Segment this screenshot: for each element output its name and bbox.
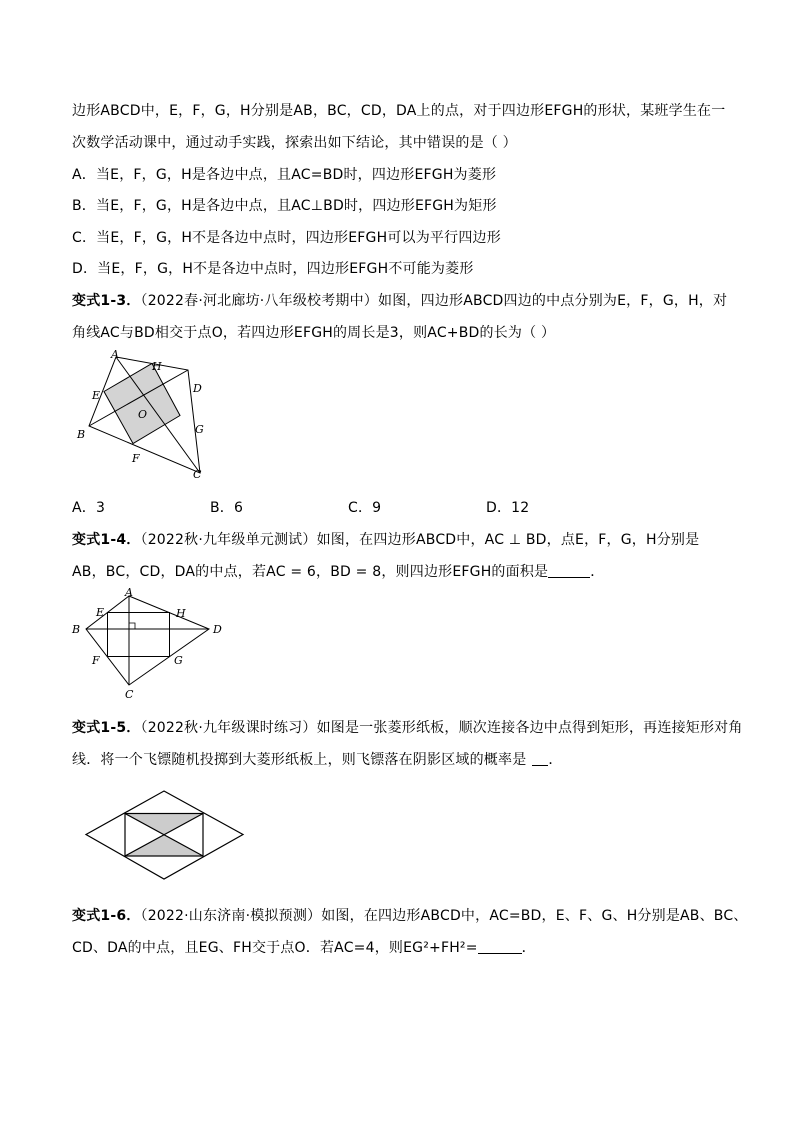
figure-1-5	[78, 786, 250, 886]
label-c: C	[125, 688, 134, 701]
problem-1-3-text-1: （2022春·河北廊坊·八年级校考期中）如图，四边形ABCD四边的中点分别为E，F，G，H，对	[140, 293, 728, 309]
label-a: A	[111, 348, 119, 361]
shaded-triangle-top	[125, 814, 203, 835]
option-b: B．当E，F，G，H是各边中点，且AC⊥BD时，四边形EFGH为矩形	[72, 198, 497, 214]
problem-1-4-line-1	[72, 529, 699, 549]
problem-text-line-2: 次数学活动课中，通过动手实践，探索出如下结论，其中错误的是（ ）	[72, 135, 517, 151]
label-g: G	[195, 423, 204, 436]
problem-1-6-line-2	[72, 937, 536, 957]
problem-1-3-line-1	[72, 290, 727, 310]
option-a: A．当E，F，G，H是各边中点，且AC=BD时，四边形EFGH为菱形	[72, 167, 497, 183]
problem-1-6-tag: 变式1-6．	[72, 908, 141, 924]
problem-1-6-line-1	[72, 905, 748, 925]
problem-1-4-text-1: （2022秋·九年级单元测试）如图，在四边形ABCD中，AC ⊥ BD，点E，F，G，H分别是	[140, 532, 700, 548]
problem-1-4-line-2	[72, 561, 604, 581]
problem-1-5-text-1: （2022秋·九年级课时练习）如图是一张菱形纸板，顺次连接各边中点得到矩形，再连接矩形对角	[140, 720, 743, 736]
problem-1-3-tag: 变式1-3．	[72, 293, 141, 309]
problem-1-6-text-1: （2022·山东济南·模拟预测）如图，在四边形ABCD中，AC=BD，E、F、G、H分别是AB、BC、	[140, 908, 748, 924]
option-d: D．当E，F，G，H不是各边中点时，四边形EFGH不可能为菱形	[72, 261, 474, 277]
answer-blank-1-6[interactable]	[478, 939, 522, 954]
label-e: E	[96, 606, 105, 619]
problem-text-line-1: 边形ABCD中，E，F，G，H分别是AB，BC，CD，DA上的点，对于四边形EFGH的形状，某班学生在一	[72, 103, 726, 119]
shaded-quadrilateral-efgh	[104, 364, 180, 444]
label-h: H	[176, 607, 186, 620]
problem-1-5-line-1	[72, 717, 743, 737]
label-h: H	[152, 360, 162, 373]
problem-1-4-text-2: AB，BC，CD，DA的中点，若AC = 6，BD = 8，则四边形EFGH的面积是	[72, 564, 549, 580]
choice-d-1-3: D．12	[486, 500, 530, 516]
problem-1-5-period: ．	[548, 752, 563, 768]
label-g: G	[174, 654, 183, 667]
label-o: O	[138, 408, 148, 421]
problem-1-5-tag: 变式1-5．	[72, 720, 141, 736]
problem-1-4-period: ．	[590, 564, 605, 580]
choice-b-1-3: B．6	[210, 500, 244, 516]
answer-blank-1-4[interactable]	[548, 563, 590, 578]
label-e: E	[92, 389, 101, 402]
problem-1-3-line-2: 角线AC与BD相交于点O，若四边形EFGH的周长是3，则AC+BD的长为（ ）	[72, 325, 556, 341]
problem-1-6-period: ．	[521, 940, 536, 956]
rectangle-efgh	[108, 613, 170, 657]
right-angle-mark	[129, 623, 135, 629]
problem-1-5-line-2	[72, 749, 563, 769]
choice-c-1-3: C．9	[348, 500, 382, 516]
figure-1-3	[72, 348, 222, 484]
choice-a-1-3: A．3	[72, 500, 106, 516]
label-d: D	[213, 623, 222, 636]
figure-1-4	[70, 586, 230, 702]
label-f: F	[132, 452, 140, 465]
answer-blank-1-5[interactable]	[532, 751, 548, 766]
quadrilateral-abcd	[86, 596, 209, 685]
label-c: C	[193, 468, 202, 481]
problem-1-6-text-2: CD、DA的中点，且EG、FH交于点O．若AC=4，则EG²+FH²=	[72, 940, 478, 956]
label-f: F	[92, 654, 100, 667]
label-a: A	[125, 586, 133, 599]
label-b: B	[77, 428, 86, 441]
problem-1-5-text-2: 线．将一个飞镖随机投掷到大菱形纸板上，则飞镖落在阴影区域的概率是	[72, 752, 527, 768]
shaded-triangle-bottom	[125, 835, 203, 857]
label-d: D	[193, 382, 202, 395]
label-b: B	[72, 623, 81, 636]
option-c: C．当E，F，G，H不是各边中点时，四边形EFGH可以为平行四边形	[72, 230, 501, 246]
problem-1-4-tag: 变式1-4．	[72, 532, 141, 548]
